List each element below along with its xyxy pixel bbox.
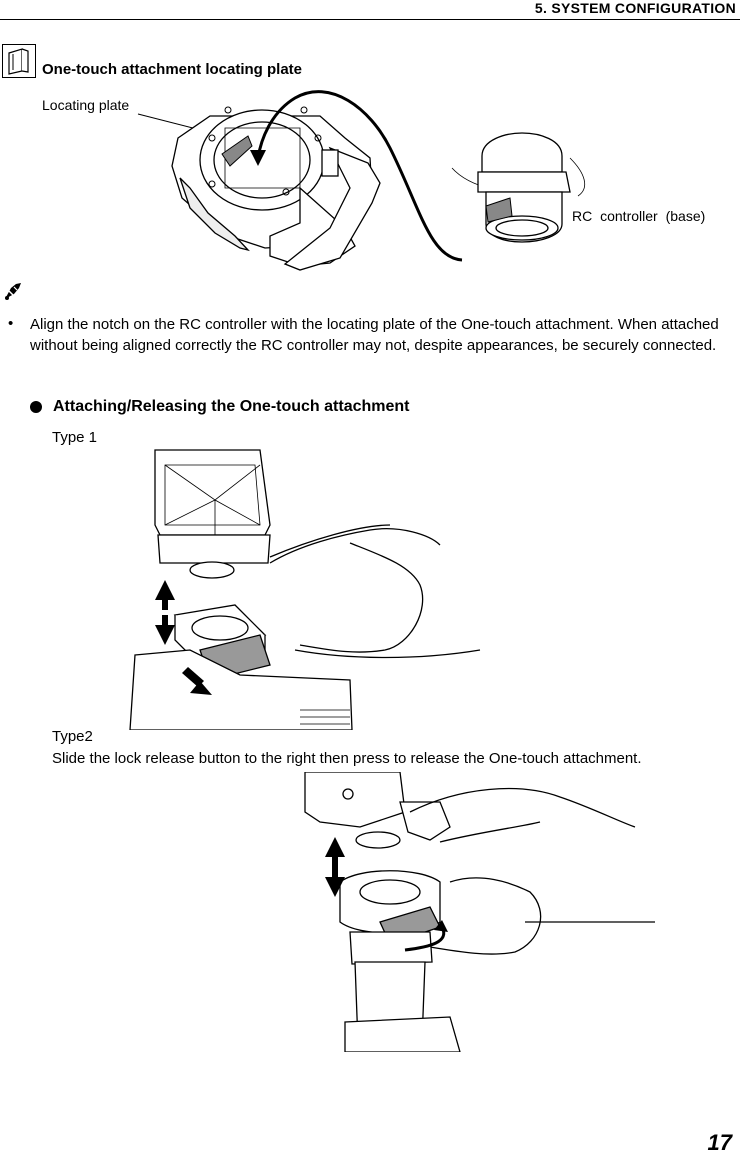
- locating-plate-label: Locating plate: [42, 97, 130, 113]
- header-rule: [0, 19, 740, 20]
- manual-book-icon: [2, 44, 36, 78]
- type1-attaching-illustration: [120, 445, 500, 730]
- section-title: 5. SYSTEM CONFIGURATION: [534, 0, 736, 16]
- locating-plate-illustration: [0, 88, 740, 288]
- type1-label: Type 1: [52, 429, 98, 446]
- type2-description: Slide the lock release button to the right then press to release the One-touch attachment.: [52, 750, 642, 767]
- section-heading-2: Attaching/Releasing the One-touch attachment: [53, 398, 410, 415]
- type2-releasing-illustration: [300, 772, 660, 1052]
- note-bullet: •: [8, 315, 14, 332]
- type2-label: Type2: [52, 728, 93, 745]
- rc-controller-label: RC controller (base): [572, 208, 706, 224]
- page-header: [0, 0, 740, 22]
- bullet-dot-icon: [30, 401, 42, 413]
- note-text: Align the notch on the RC controller with the locating plate of the One-touch attachment. When attached without being aligned correctly the RC controller may not, despite appearances, be securely connected.: [30, 316, 719, 354]
- page-number: 17: [707, 1130, 732, 1155]
- caution-icon: [2, 280, 24, 302]
- section-heading: One-touch attachment locating plate: [42, 61, 303, 78]
